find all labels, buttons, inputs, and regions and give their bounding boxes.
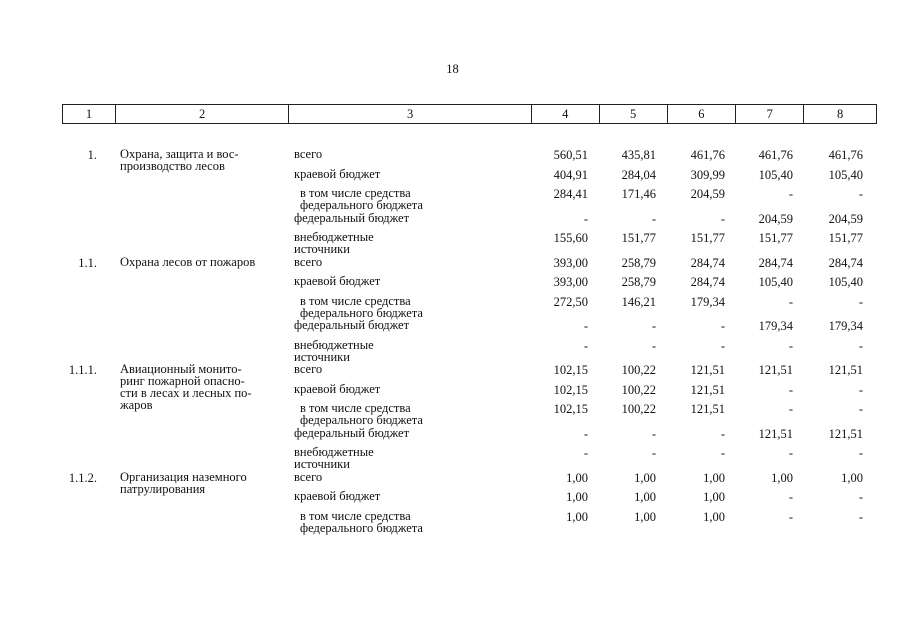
value-cell: 1,00: [634, 470, 656, 485]
value-cell: -: [858, 446, 863, 460]
funding-source: федеральный бюджет: [294, 210, 410, 225]
funding-source: всего: [294, 469, 323, 484]
value-cell: 105,40: [828, 275, 863, 289]
value-cell: 1,00: [566, 470, 588, 485]
value-cell: -: [720, 426, 725, 441]
funding-source: внебюджетные источники: [294, 445, 374, 471]
value-cell: 121,51: [828, 363, 863, 377]
row-number: [62, 187, 115, 212]
value-cell: 171,46: [621, 187, 656, 201]
value-cell: 102,15: [553, 382, 588, 397]
value-cell: -: [858, 187, 863, 201]
value-cell: 146,21: [621, 294, 656, 309]
row-number: [62, 383, 115, 403]
value-cell: -: [788, 446, 793, 460]
row-number: [62, 212, 115, 232]
value-cell: 179,34: [758, 319, 793, 333]
value-cell: -: [788, 509, 793, 524]
funding-source: всего: [294, 362, 323, 376]
row-number: [62, 275, 115, 295]
value-cell: -: [720, 319, 725, 333]
activity-name: [115, 446, 289, 471]
value-cell: 258,79: [621, 255, 656, 270]
value-cell: -: [858, 338, 863, 353]
row-number: [62, 295, 115, 320]
table-row: [62, 275, 877, 295]
table-row: 1. Охрана, защита и вос- производство лесов всего 560,51 435,81 461,76 461,76 461,76: [62, 148, 877, 168]
funding-source: всего: [294, 147, 323, 161]
value-cell: -: [583, 446, 588, 460]
header-col-3: 3: [289, 105, 531, 123]
value-cell: -: [651, 338, 656, 353]
value-cell: -: [858, 382, 863, 397]
value-cell: 1,00: [703, 509, 725, 524]
value-cell: 435,81: [621, 148, 656, 162]
value-cell: -: [788, 294, 793, 309]
activity-name: [115, 187, 289, 212]
funding-source: в том числе средства федерального бюджета: [300, 401, 423, 427]
row-number: [62, 490, 115, 510]
value-cell: 105,40: [758, 275, 793, 289]
row-number: [62, 510, 115, 535]
value-cell: 179,34: [828, 319, 863, 333]
funding-source: краевой бюджет: [294, 489, 381, 503]
funding-source: федеральный бюджет: [294, 425, 410, 440]
value-cell: 151,77: [828, 231, 863, 245]
value-cell: 121,51: [828, 426, 863, 441]
value-cell: 461,76: [690, 148, 725, 162]
row-number: [62, 319, 115, 339]
value-cell: 105,40: [758, 167, 793, 182]
header-col-7: 7: [736, 105, 804, 123]
value-cell: -: [651, 446, 656, 460]
activity-name: [115, 212, 289, 232]
value-cell: 393,00: [553, 255, 588, 270]
funding-source: федеральный бюджет: [294, 318, 410, 332]
value-cell: 204,59: [828, 211, 863, 226]
row-number: [62, 446, 115, 471]
activity-name: [115, 427, 289, 447]
value-cell: -: [788, 187, 793, 201]
value-cell: 100,22: [621, 402, 656, 416]
value-cell: 284,74: [828, 255, 863, 270]
value-cell: -: [720, 446, 725, 460]
value-cell: -: [583, 211, 588, 226]
table-row: 1.1.2. Организация наземного патрулирования всего 1,00 1,00 1,00 1,00 1,00: [62, 471, 877, 491]
value-cell: -: [858, 402, 863, 416]
value-cell: 102,15: [553, 363, 588, 377]
table-header: [62, 104, 877, 124]
header-col-5: 5: [600, 105, 668, 123]
value-cell: 121,51: [690, 363, 725, 377]
value-cell: -: [788, 402, 793, 416]
value-cell: 1,00: [634, 509, 656, 524]
row-number: 1.1.1.: [68, 363, 97, 377]
row-number: 1.1.2.: [68, 470, 97, 485]
value-cell: 102,15: [553, 402, 588, 416]
value-cell: 151,77: [621, 231, 656, 245]
value-cell: -: [858, 490, 863, 504]
value-cell: 461,76: [828, 148, 863, 162]
header-col-8: 8: [836, 107, 844, 121]
value-cell: 204,59: [690, 187, 725, 201]
value-cell: 204,59: [758, 211, 793, 226]
value-cell: -: [583, 319, 588, 333]
row-number: [62, 427, 115, 447]
header-col-6: 6: [668, 105, 737, 123]
value-cell: -: [858, 509, 863, 524]
header-col-2: 2: [116, 105, 290, 123]
funding-source: краевой бюджет: [294, 381, 381, 396]
row-number: [62, 402, 115, 427]
value-cell: -: [788, 490, 793, 504]
activity-name: [115, 231, 289, 256]
value-cell: 1,00: [634, 490, 656, 504]
table-row: [62, 510, 877, 535]
value-cell: 284,41: [553, 187, 588, 201]
value-cell: 1,00: [841, 470, 863, 485]
value-cell: 284,04: [621, 167, 656, 182]
value-cell: 121,51: [690, 382, 725, 397]
value-cell: 1,00: [703, 490, 725, 504]
value-cell: 179,34: [690, 294, 725, 309]
table-row: [62, 339, 877, 364]
table-row: [62, 319, 877, 339]
value-cell: 309,99: [690, 167, 725, 182]
row-number: [62, 231, 115, 256]
value-cell: 155,60: [553, 231, 588, 245]
value-cell: 1,00: [703, 470, 725, 485]
funding-source: в том числе средства федерального бюджета: [300, 508, 423, 535]
funding-source: в том числе средства федерального бюджета: [300, 293, 423, 320]
activity-name: [115, 319, 289, 339]
table-row: [62, 187, 877, 212]
value-cell: 284,74: [758, 255, 793, 270]
value-cell: 105,40: [828, 167, 863, 182]
value-cell: 100,22: [621, 382, 656, 397]
value-cell: 1,00: [771, 470, 793, 485]
row-number: [62, 339, 115, 364]
value-cell: -: [720, 211, 725, 226]
value-cell: 284,74: [690, 255, 725, 270]
value-cell: -: [858, 294, 863, 309]
value-cell: -: [583, 426, 588, 441]
value-cell: 258,79: [621, 275, 656, 289]
funding-source: всего: [294, 254, 323, 269]
funding-source: внебюджетные источники: [294, 230, 374, 256]
value-cell: 121,51: [758, 426, 793, 441]
value-cell: 1,00: [566, 490, 588, 504]
value-cell: -: [651, 211, 656, 226]
value-cell: -: [651, 319, 656, 333]
table-row: [62, 427, 877, 447]
table-row: 1.1. Охрана лесов от пожаров всего 393,00 258,79 284,74 284,74 284,74: [62, 256, 877, 276]
table-row: [62, 446, 877, 471]
row-number: 1.: [87, 148, 97, 162]
value-cell: 100,22: [621, 363, 656, 377]
value-cell: 151,77: [690, 231, 725, 245]
value-cell: 272,50: [553, 294, 588, 309]
value-cell: -: [583, 338, 588, 353]
value-cell: 393,00: [553, 275, 588, 289]
value-cell: 461,76: [758, 148, 793, 162]
activity-name: [115, 295, 289, 320]
table-row: 1.1.1. Авиационный монито- ринг пожарной опасно- сти в лесах и лесных по- жаров всего 102,15 100,22 121,51 121,51 121,51: [62, 363, 877, 383]
value-cell: 151,77: [758, 231, 793, 245]
table-row: [62, 212, 877, 232]
table-row: [62, 231, 877, 256]
activity-name: [115, 275, 289, 295]
funding-source: внебюджетные источники: [294, 337, 374, 364]
funding-source: в том числе средства федерального бюджета: [300, 186, 423, 212]
value-cell: 284,74: [690, 275, 725, 289]
value-cell: 121,51: [758, 363, 793, 377]
table-row: [62, 402, 877, 427]
header-col-1: 1: [63, 105, 116, 123]
funding-source: краевой бюджет: [294, 166, 381, 181]
table-row: [62, 295, 877, 320]
value-cell: -: [720, 338, 725, 353]
activity-name: [115, 339, 289, 364]
value-cell: 121,51: [690, 402, 725, 416]
value-cell: -: [651, 426, 656, 441]
value-cell: -: [788, 382, 793, 397]
value-cell: 1,00: [566, 509, 588, 524]
table-body: [62, 148, 877, 534]
header-col-4: 4: [532, 105, 600, 123]
value-cell: -: [788, 338, 793, 353]
activity-name: [115, 510, 289, 535]
funding-source: краевой бюджет: [294, 274, 381, 288]
row-number: 1.1.: [78, 255, 97, 270]
row-number: [62, 168, 115, 188]
page-number: 18: [446, 62, 459, 76]
value-cell: 404,91: [553, 167, 588, 182]
value-cell: 560,51: [553, 148, 588, 162]
